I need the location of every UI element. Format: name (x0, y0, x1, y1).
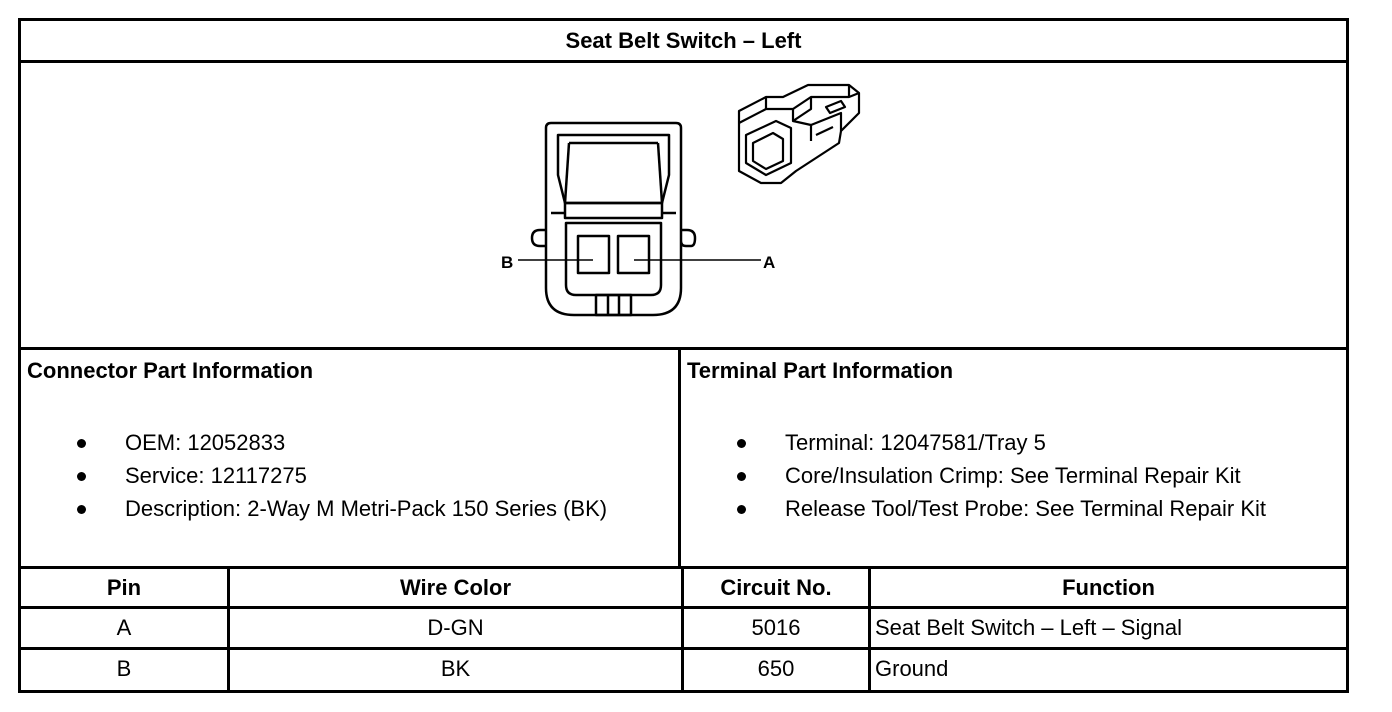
cell-pin: A (116, 615, 132, 640)
terminal-info-item (681, 430, 1266, 463)
bullet-icon (77, 472, 86, 481)
pin-b-label: B (501, 253, 514, 272)
connector-front-view (532, 123, 695, 315)
connector-description: Description: 2-Way M Metri-Pack 150 Series (BK) (125, 496, 608, 521)
connector-info-item (21, 496, 607, 529)
bullet-icon (77, 439, 86, 448)
terminal-release-tool: Release Tool/Test Probe: See Terminal Repair Kit (785, 496, 1266, 521)
page-title: Seat Belt Switch – Left (21, 21, 1346, 63)
connector-sheet (18, 18, 1349, 693)
table-row (21, 650, 1346, 691)
pin-a-label: A (763, 253, 776, 272)
terminal-crimp: Core/Insulation Crimp: See Terminal Repair Kit (785, 463, 1241, 488)
terminal-info-item (681, 463, 1266, 496)
connector-info-heading: Connector Part Information (27, 358, 314, 383)
terminal-info-list (681, 430, 1266, 529)
header-pin: Pin (106, 575, 142, 600)
terminal-number: Terminal: 12047581/Tray 5 (785, 430, 1046, 455)
bullet-icon (737, 505, 746, 514)
cell-function: Ground (868, 650, 1346, 691)
connector-diagram (21, 63, 1346, 350)
connector-isometric-view (739, 85, 859, 183)
connector-oem: OEM: 12052833 (125, 430, 286, 455)
terminal-info-item (681, 496, 1266, 529)
connector-info-list (21, 430, 607, 529)
connector-info-item (21, 430, 607, 463)
table-header-row (21, 569, 1346, 609)
bullet-icon (77, 505, 86, 514)
connector-part-information (21, 350, 681, 569)
connector-drawing (21, 63, 1346, 347)
header-wire-color: Wire Color (227, 569, 681, 606)
header-circuit-no: Circuit No. (681, 569, 868, 606)
terminal-info-heading: Terminal Part Information (687, 358, 954, 383)
table-row (21, 609, 1346, 650)
connector-info-item (21, 463, 607, 496)
terminal-part-information (681, 350, 1346, 569)
cell-wire-color: D-GN (227, 609, 681, 647)
header-function: Function (868, 569, 1346, 606)
bullet-icon (737, 439, 746, 448)
connector-service: Service: 12117275 (125, 463, 307, 488)
cell-circuit-no: 650 (681, 650, 868, 691)
cell-pin: B (116, 656, 132, 681)
cell-circuit-no: 5016 (681, 609, 868, 647)
bullet-icon (737, 472, 746, 481)
cell-function: Seat Belt Switch – Left – Signal (868, 609, 1346, 647)
cell-wire-color: BK (227, 650, 681, 691)
